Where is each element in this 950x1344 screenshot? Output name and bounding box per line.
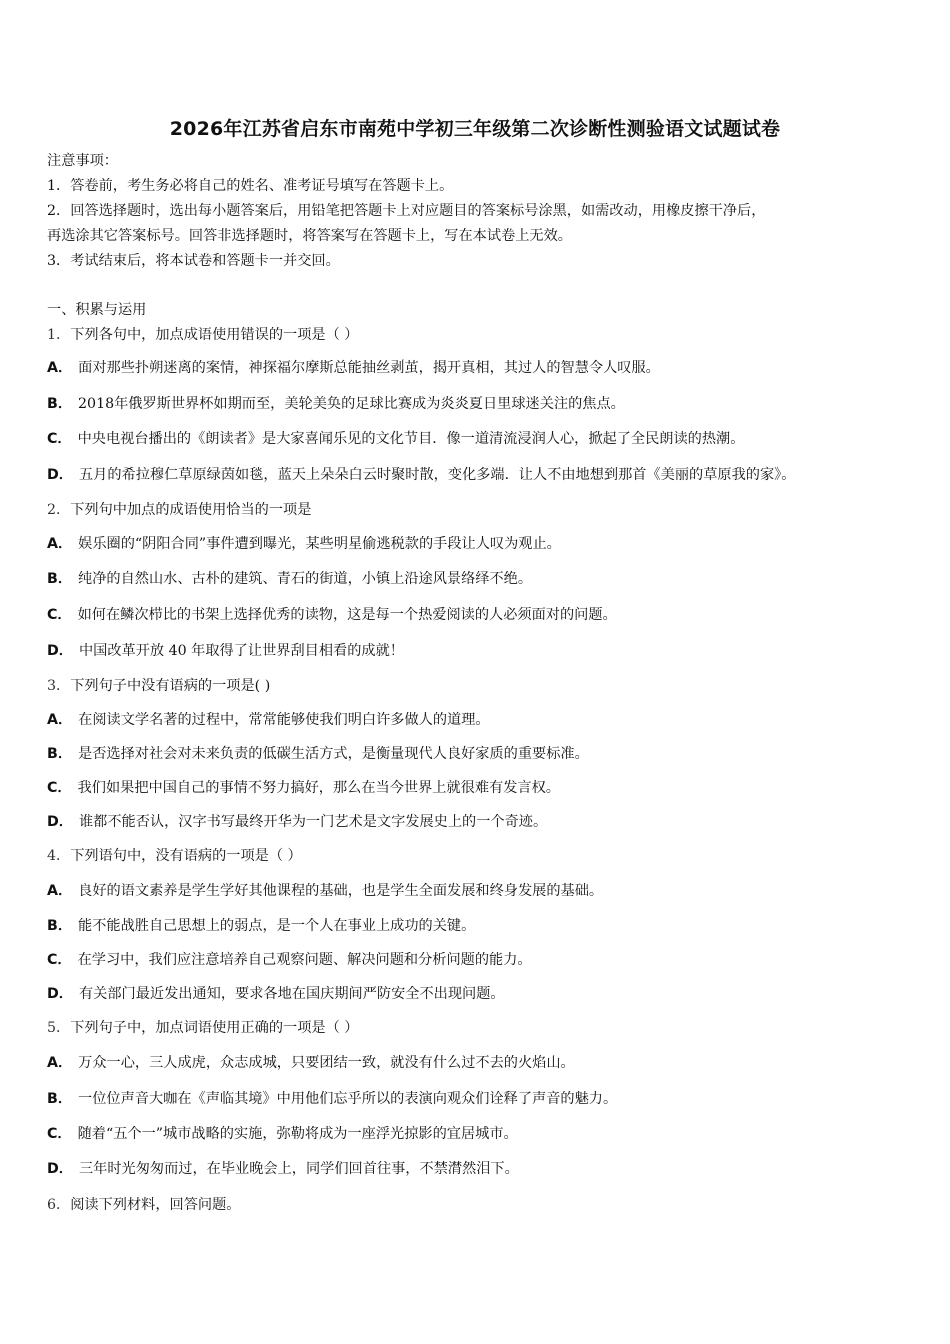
option-letter: D．: [47, 1161, 73, 1177]
question-number: 3．: [47, 678, 71, 694]
option-letter: D．: [47, 814, 73, 830]
option-b: [47, 569, 532, 589]
option-letter: C．: [47, 952, 72, 968]
option-b: [47, 744, 589, 764]
option-letter: A．: [47, 712, 73, 728]
section-heading: 一、积累与运用: [47, 302, 147, 318]
option-text: 娱乐圈的“阴阳合同”事件遭到曝光，某些明星偷逃税款的手段让人叹为观止。: [78, 536, 561, 552]
option-c: [47, 950, 532, 970]
page-title: 2026年江苏省启东市南苑中学初三年级第二次诊断性测验语文试题试卷: [169, 118, 781, 140]
option-text: 面对那些扑朔迷离的案情，神探福尔摩斯总能抽丝剥茧，揭开真相，其过人的智慧令人叹服。: [78, 360, 660, 376]
option-d: [47, 812, 547, 832]
option-text: 中央电视台播出的《朗读者》是大家喜闻乐见的文化节目．像一道清流浸润人心，掀起了全民朗读的热潮。: [77, 431, 745, 447]
option-a: [47, 1053, 575, 1073]
option-letter: A．: [47, 360, 73, 376]
notice-heading: 注意事项：: [47, 153, 118, 169]
option-text: 随着“五个一”城市战略的实施，弥勒将成为一座浮光掠影的宜居城市。: [77, 1126, 518, 1142]
option-text: 如何在鳞次栉比的书架上选择优秀的读物，这是每一个热爱阅读的人必须面对的问题。: [77, 607, 617, 623]
notice-item: 3．考试结束后，将本试卷和答题卡一并交回。: [47, 253, 340, 269]
notice-item: 1．答卷前，考生务必将自己的姓名、准考证号填写在答题卡上。: [47, 178, 454, 194]
option-text: 2018年俄罗斯世界杯如期而至，美轮美奂的足球比赛成为炎炎夏日里球迷关注的焦点。: [78, 396, 625, 412]
question-number: 6．: [47, 1197, 71, 1213]
option-letter: D．: [47, 986, 73, 1002]
option-letter: D．: [47, 467, 73, 483]
option-c: [47, 1124, 518, 1144]
question-text: 下列句中加点的成语使用恰当的一项是: [70, 502, 312, 518]
option-d: [47, 1159, 519, 1179]
option-b: [47, 394, 625, 414]
option-a: [47, 534, 561, 554]
option-letter: B．: [47, 571, 73, 587]
question-number: 4．: [47, 848, 71, 864]
question-text: 下列各句中，加点成语使用错误的一项是（ ）: [70, 327, 359, 343]
option-letter: B．: [47, 918, 73, 934]
question-number: 1．: [47, 327, 71, 343]
question-stem: [47, 676, 270, 696]
option-letter: A．: [47, 1055, 73, 1071]
option-text: 万众一心，三人成虎，众志成城，只要团结一致，就没有什么过不去的火焰山。: [78, 1055, 575, 1071]
option-a: [47, 881, 603, 901]
question-stem: [47, 1018, 358, 1038]
option-letter: C．: [47, 431, 72, 447]
option-text: 一位位声音大咖在《声临其境》中用他们忘乎所以的表演向观众们诠释了声音的魅力。: [78, 1091, 618, 1107]
option-d: [47, 984, 505, 1004]
question-text: 下列语句中，没有语病的一项是（ ）: [70, 848, 302, 864]
option-c: [47, 429, 744, 449]
option-text: 中国改革开放 40 年取得了让世界刮目相看的成就！: [78, 643, 404, 659]
option-letter: C．: [47, 607, 72, 623]
option-c: [47, 605, 617, 625]
option-text: 三年时光匆匆而过，在毕业晚会上，同学们回首往事，不禁潸然泪下。: [78, 1161, 519, 1177]
option-text: 谁都不能否认，汉字书写最终开华为一门艺术是文字发展史上的一个奇迹。: [78, 814, 548, 830]
option-text: 在阅读文学名著的过程中，常常能够使我们明白许多做人的道理。: [78, 712, 490, 728]
option-letter: B．: [47, 396, 73, 412]
option-letter: A．: [47, 883, 73, 899]
notice-item: 再选涂其它答案标号。回答非选择题时，将答案写在答题卡上，写在本试卷上无效。: [47, 228, 572, 244]
question-number: 2．: [47, 502, 71, 518]
option-b: [47, 916, 475, 936]
question-stem: [47, 325, 358, 345]
option-text: 良好的语文素养是学生学好其他课程的基础，也是学生全面发展和终身发展的基础。: [78, 883, 604, 899]
option-text: 五月的希拉穆仁草原绿茵如毯，蓝天上朵朵白云时聚时散，变化多端．让人不由地想到那首《美丽的草原我的家》。: [78, 467, 796, 483]
option-letter: A．: [47, 536, 73, 552]
question-stem: [47, 846, 302, 866]
question-stem: [47, 500, 311, 520]
option-letter: C．: [47, 780, 72, 796]
question-number: 5．: [47, 1020, 71, 1036]
question-text: 下列句子中，加点词语使用正确的一项是（ ）: [70, 1020, 359, 1036]
option-b: [47, 1089, 617, 1109]
question-text: 阅读下列材料，回答问题。: [70, 1197, 241, 1213]
option-letter: D．: [47, 643, 73, 659]
option-text: 是否选择对社会对未来负责的低碳生活方式，是衡量现代人良好家质的重要标准。: [78, 746, 589, 762]
option-a: [47, 358, 660, 378]
option-a: [47, 710, 490, 730]
option-text: 纯净的自然山水、古朴的建筑、青石的街道，小镇上沿途风景络绎不绝。: [78, 571, 533, 587]
option-c: [47, 778, 560, 798]
option-text: 有关部门最近发出通知，要求各地在国庆期间严防安全不出现问题。: [78, 986, 505, 1002]
option-letter: B．: [47, 746, 73, 762]
question-stem: [47, 1195, 240, 1215]
option-text: 我们如果把中国自己的事情不努力搞好，那么在当今世界上就很难有发言权。: [77, 780, 560, 796]
question-text: 下列句子中没有语病的一项是( ): [70, 678, 271, 694]
option-d: [47, 465, 795, 485]
option-letter: C．: [47, 1126, 72, 1142]
option-text: 在学习中，我们应注意培养自己观察问题、解决问题和分析问题的能力。: [77, 952, 532, 968]
option-text: 能不能战胜自己思想上的弱点，是一个人在事业上成功的关键。: [78, 918, 476, 934]
option-d: [47, 641, 404, 661]
notice-item: 2．回答选择题时，选出每小题答案后，用铅笔把答题卡上对应题目的答案标号涂黑，如需改动，用橡皮擦干净后，: [47, 203, 766, 219]
option-letter: B．: [47, 1091, 73, 1107]
